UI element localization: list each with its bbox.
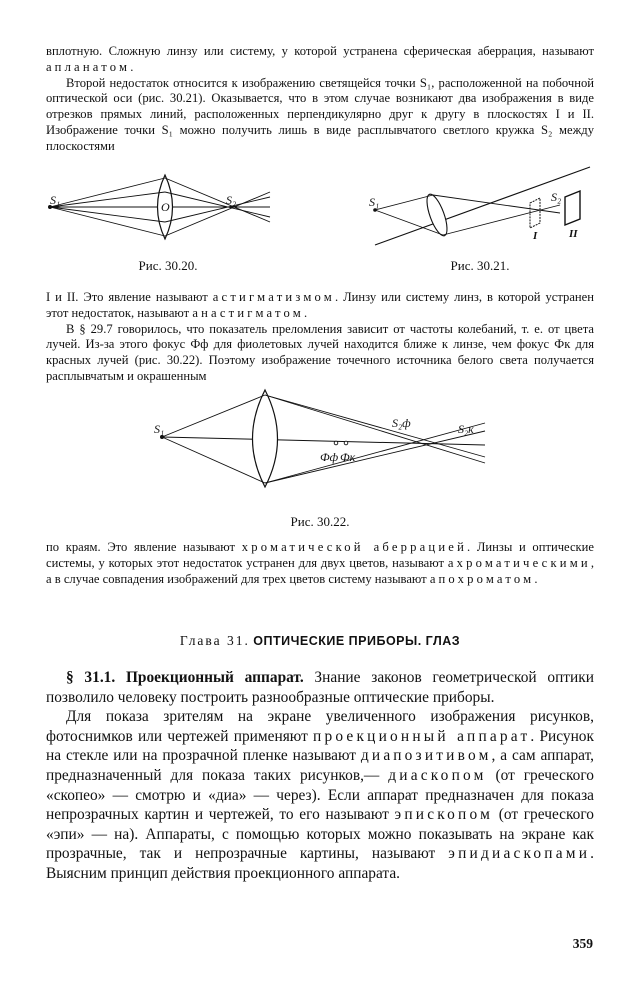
figure-30-21 [365, 165, 605, 260]
figure-30-21-diagram [365, 165, 605, 260]
label-i: I [533, 230, 538, 242]
figure-30-22 [140, 385, 500, 500]
term-diascope: диаскопом [388, 766, 487, 784]
term-chromatic-aberration: хроматической аберрацией [241, 540, 468, 554]
paragraph-second-defect: Второй недостаток относится к изображению светящейся точки S₁, расположенной на побочной оптической оси (рис. 30.21). Оказывается, что в этом случае возникают два изображения в виде отрезков прямых линий, расположенных перпендикулярно друг к другу в плоскостях I и II. Изображение точки S₁ можно получить лишь в виде расплывчатого светлого кружка S₂ между плоскостями [46, 75, 594, 153]
caption-30-21: Рис. 30.21. [450, 258, 510, 273]
caption-30-22: Рис. 30.22. [290, 514, 350, 529]
term-anastigmat: анастигматом [192, 305, 304, 320]
light-rays [375, 195, 560, 235]
chromatic-text-block [46, 540, 594, 587]
chapter-title: ОПТИЧЕСКИЕ ПРИБОРЫ. ГЛАЗ [253, 634, 461, 648]
label-ii: II [569, 228, 578, 240]
astigmatism-text-block [46, 290, 594, 385]
figure-30-20 [40, 170, 290, 250]
figure-30-22-diagram [140, 385, 500, 500]
caption-30-20: Рис. 30.20. [138, 258, 198, 273]
lens [423, 192, 451, 238]
page-number: 359 [572, 936, 593, 951]
chapter-heading [46, 633, 594, 649]
focus-violet [334, 441, 338, 445]
label-s1: S₁ [50, 193, 61, 207]
label-focus-red: Фк [340, 450, 356, 464]
label-s1: S₁ [369, 195, 380, 209]
term-apochromat: апохроматом [429, 571, 535, 586]
light-rays [162, 395, 485, 483]
converging-lens [253, 390, 278, 487]
paragraph-projector: Для показа зрителям на экране увеличенного изображения рисунков, фотоснимков или чертежей применяют проекционный аппарат. Рисунок на стекле или на прозрачной пленке называют диапозитивом, а сам аппарат, предназначенный для показа таких рисунков,— диаскопом (от греческого «скопео» — смотрю и «диа» — через). Если аппарат предназначен для показа непрозрачных картин и чертежей, то его называют эпископом (от греческого «эпи» — на). Аппараты, с помощью которых можно показывать на экране как прозрачные, так и непрозрачные картины, называют эпидиаскопами. Выясним принцип действия проекционного аппарата. [46, 708, 595, 882]
label-s2-violet: S₂ф [392, 416, 411, 430]
term-aplanat: апланатом [46, 59, 131, 74]
term-projector: проекционный аппарат [313, 727, 531, 745]
paragraph-aplanat: вплотную. Сложную линзу или систему, у которой устранена сферическая аберрация, называют апланатом. [46, 44, 594, 74]
paragraph-chromatic: по краям. Это явление называют хроматической аберрацией. Линзы и оптические системы, у которых этот недостаток устранен для двух цветов, называют ахроматическими, а в случае совпадения изображений для трех цветов систему называют апохроматом. [46, 540, 594, 586]
label-focus-violet: Фф [320, 450, 339, 464]
label-s2: S₂ [551, 190, 562, 204]
label-s2: S₂ [226, 193, 237, 207]
term-epidiascope: эпидиаскопами [448, 845, 591, 863]
intro-text-block [46, 44, 594, 155]
term-achromatic: ахроматическими [447, 555, 591, 570]
section-heading: § 31.1. Проекционный аппарат. [66, 669, 304, 686]
focus-red [344, 441, 348, 445]
label-s1: S₁ [154, 422, 165, 436]
chapter-number: Глава 31. [179, 633, 250, 648]
term-astigmatism: астигматизмом [212, 290, 335, 304]
paragraph-section-intro: § 31.1. Проекционный аппарат. Знание законов геометрической оптики позволило человеку построить разнообразные оптические приборы. [46, 669, 594, 706]
plane-ii [565, 191, 580, 225]
term-episcope: эпископом [394, 806, 494, 824]
label-o: O [161, 200, 170, 214]
figure-30-20-diagram [40, 170, 290, 250]
term-diapositive: диапозитивом [360, 747, 492, 765]
paragraph-astigmatism: I и II. Это явление называют астигматизмом. Линзу или систему линз, в которой устранен этот недостаток, называют анастигматом. [46, 290, 594, 320]
label-s2-red: S₂к [458, 422, 474, 436]
section-31-1 [46, 668, 594, 884]
plane-i [530, 198, 540, 228]
paragraph-dispersion: В § 29.7 говорилось, что показатель преломления зависит от частоты колебаний, т. е. от цвета лучей. Из-за этого фокус Фф для фиолетовых лучей находится ближе к линзе, чем фокус Фк для красных лучей (рис. 30.22). Поэтому изображение точечного источника белого света получается расплывчатым и окрашенным [46, 321, 594, 383]
